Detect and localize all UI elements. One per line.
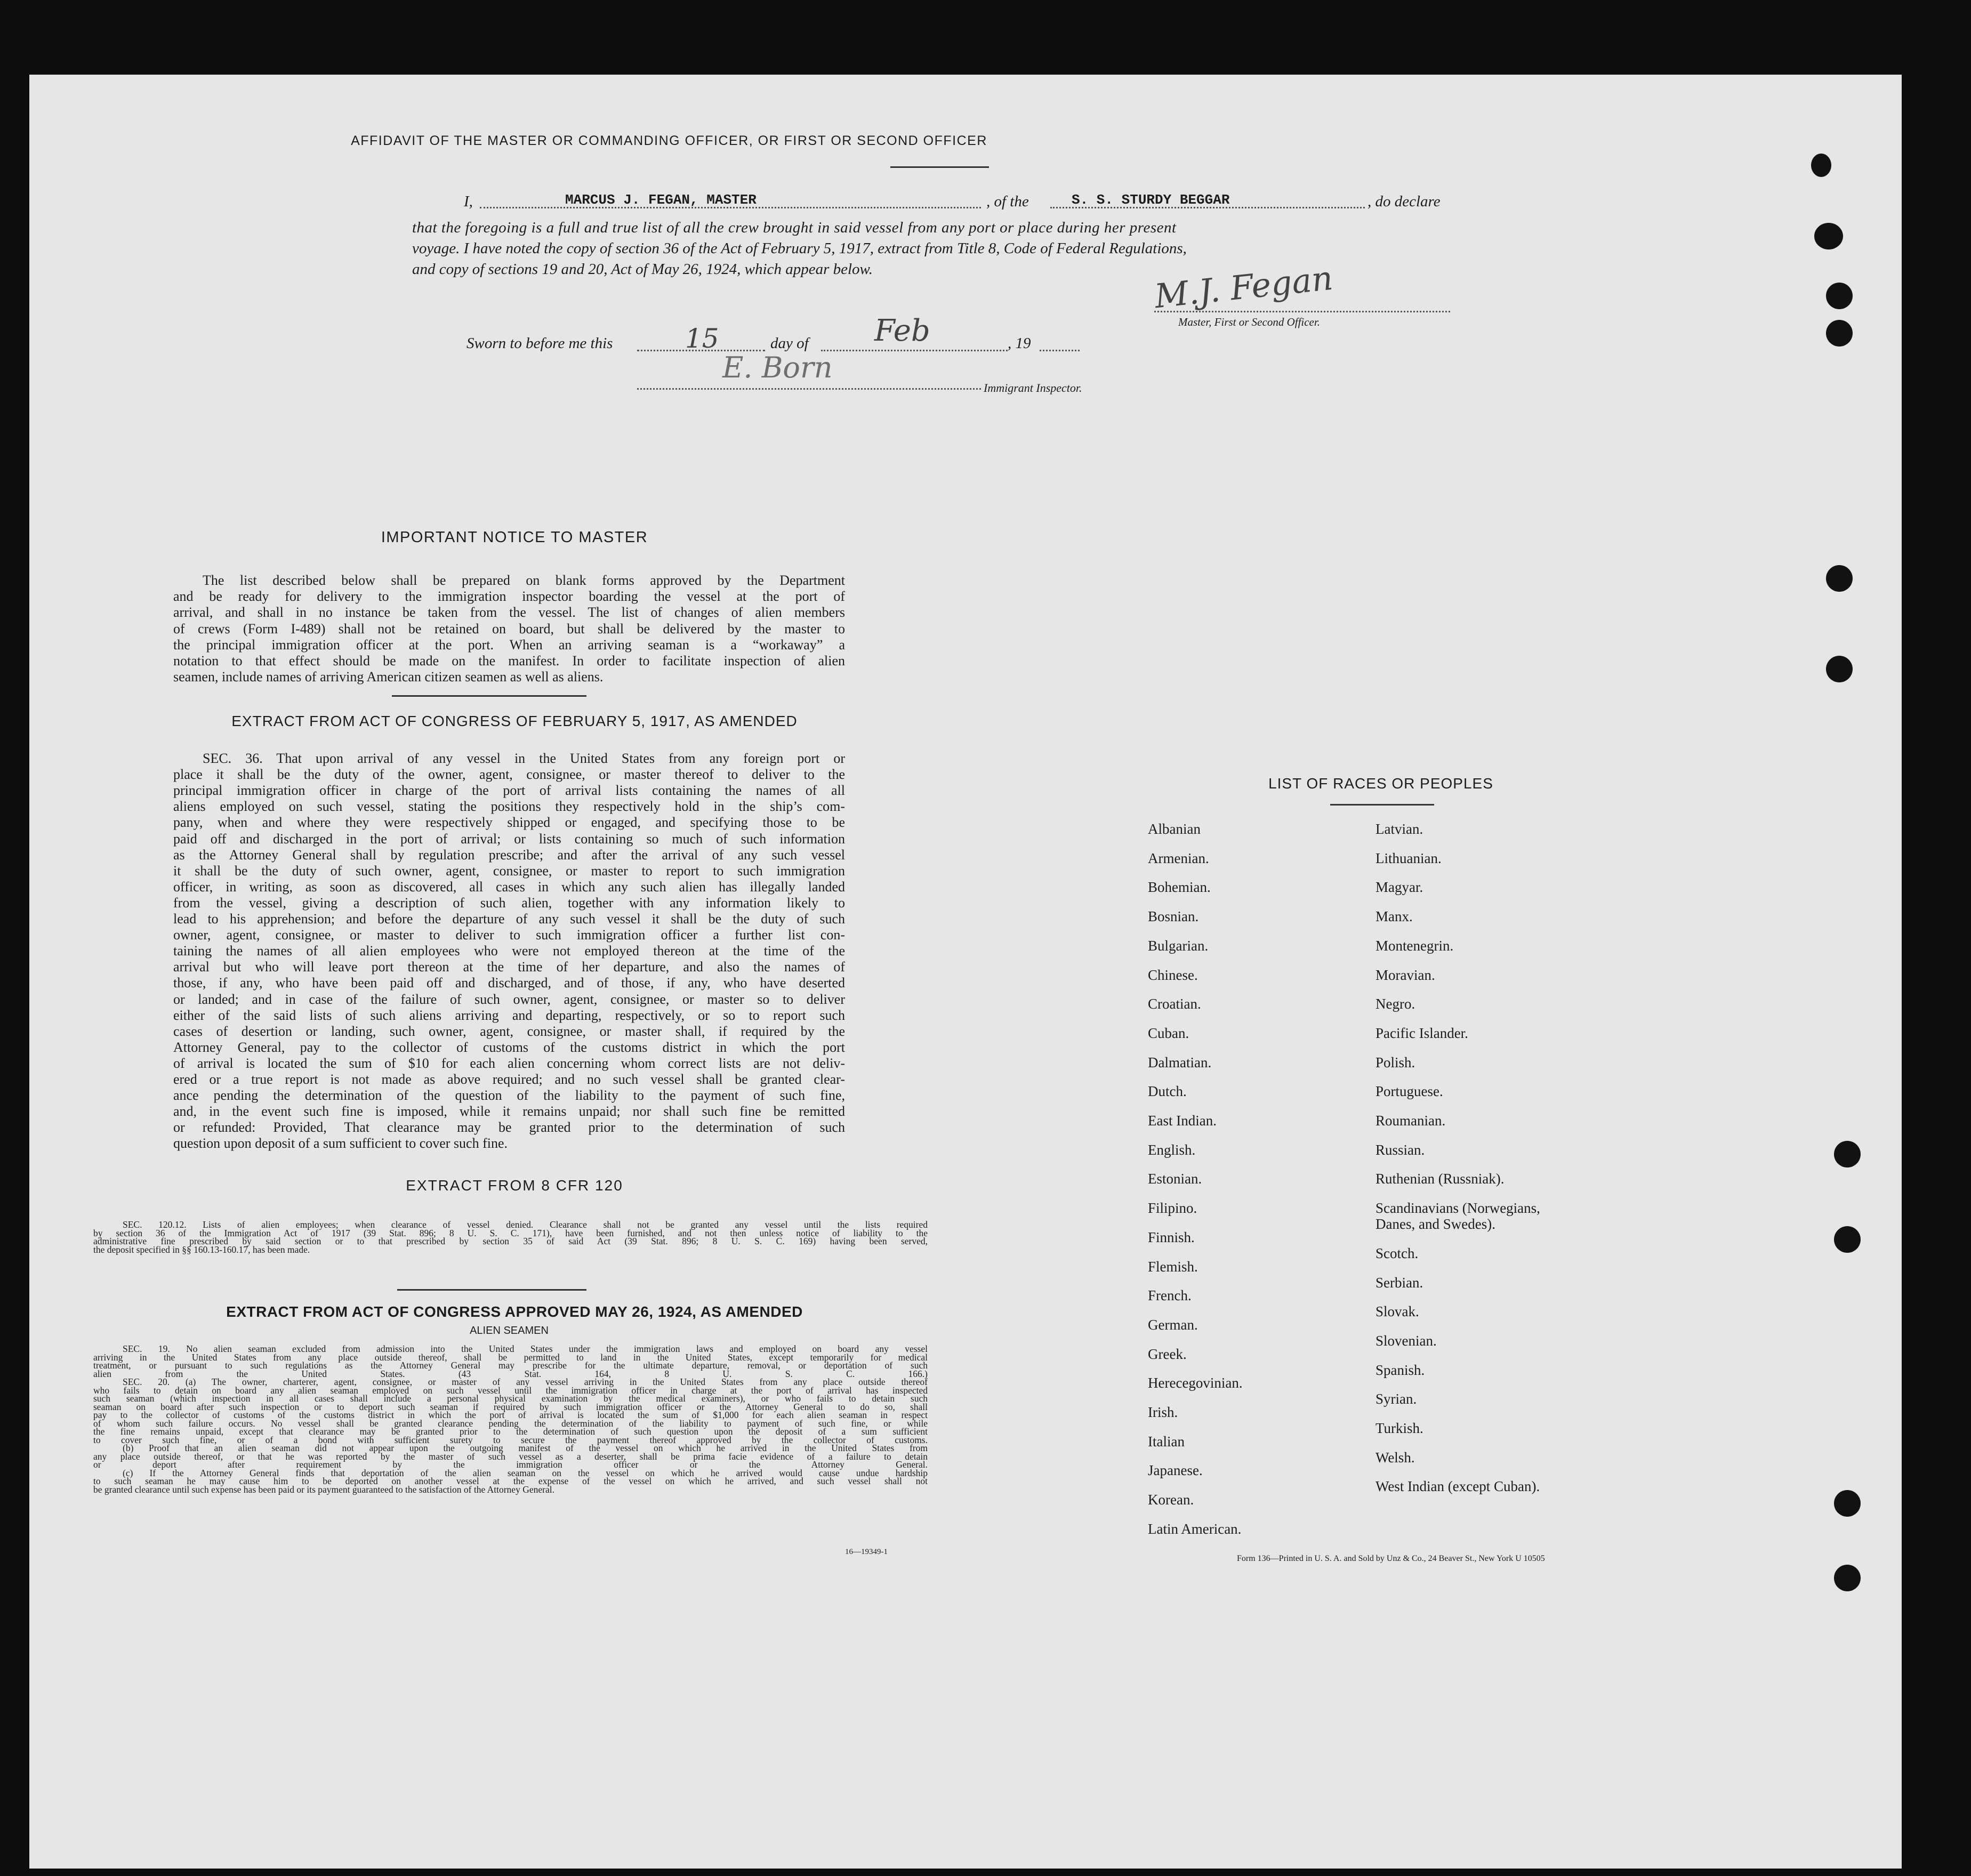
text-line: Attorney General, pay to the collector of customs of the customs district in which the port bbox=[173, 1039, 845, 1055]
sworn-month: Feb bbox=[874, 313, 930, 348]
race-entry: Portuguese. bbox=[1375, 1083, 1443, 1100]
text-line: arrival but who will leave port thereon at the time of her departure, and also the names of bbox=[173, 959, 845, 975]
text-line: SEC. 20. (a) The owner, charterer, agent, consignee, or master of any vessel arriving in the United States from any place outside thereof bbox=[123, 1376, 928, 1387]
race-entry: Montenegrin. bbox=[1375, 937, 1454, 954]
inspector-line bbox=[637, 388, 981, 390]
text-line: those, if any, who have been paid off and discharged, and of those, if any, who have deserted bbox=[173, 975, 845, 991]
races-rule bbox=[1330, 804, 1434, 806]
inspector-signature: E. Born bbox=[722, 351, 833, 384]
text-line: who fails to detain on board any alien seaman employed on such vessel until the immigration officer in charge at the port of arrival has inspected bbox=[93, 1384, 928, 1396]
text-line: the fine remains unpaid, except that clearance may be granted prior to the determination of such question upon the deposit of a sum sufficient bbox=[93, 1426, 928, 1437]
month-line bbox=[821, 350, 1008, 351]
race-entry: Scotch. bbox=[1375, 1245, 1419, 1261]
race-entry: Danes, and Swedes). bbox=[1375, 1216, 1495, 1233]
text-line: notation to that effect should be made on the manifest. In order to facilitate inspection of alien bbox=[173, 653, 845, 669]
text-line: lead to his apprehension; and before the departure of any such vessel it shall be the duty of such bbox=[173, 911, 845, 927]
race-entry: Scandinavians (Norwegians, bbox=[1375, 1200, 1540, 1217]
day-of-text: day of bbox=[770, 335, 809, 352]
binder-hole bbox=[1826, 320, 1853, 347]
race-entry: Irish. bbox=[1148, 1404, 1178, 1420]
year-line bbox=[1040, 350, 1080, 351]
race-entry: Negro. bbox=[1375, 996, 1415, 1012]
text-line: the deposit specified in §§ 160.13-160.17, has been made. bbox=[93, 1244, 310, 1255]
text-line: seamen, include names of arriving American citizen seamen as well as aliens. bbox=[173, 669, 604, 685]
text-line: of crews (Form I-489) shall not be retained on board, but shall be delivered by the master to bbox=[173, 621, 845, 637]
races-title: LIST OF RACES OR PEOPLES bbox=[1268, 775, 1493, 792]
text-line: SEC. 36. That upon arrival of any vessel in the United States from any foreign port or bbox=[203, 751, 845, 766]
race-entry: English. bbox=[1148, 1141, 1196, 1158]
text-line: The list described below shall be prepared on blank forms approved by the Department bbox=[203, 573, 845, 588]
race-entry: Manx. bbox=[1375, 908, 1413, 925]
text-line: SEC. 120.12. Lists of alien employees; when clearance of vessel denied. Clearance shall not be granted any vessel until the lists required bbox=[123, 1219, 928, 1230]
text-line: treatment, or pursuant to such regulations as the Attorney General may prescribe for the ultimate departure, removal, or deportation of such bbox=[93, 1360, 928, 1371]
race-entry: Serbian. bbox=[1375, 1274, 1423, 1291]
race-entry: Dalmatian. bbox=[1148, 1054, 1212, 1070]
text-line: question upon deposit of a sum sufficient to cover such fine. bbox=[173, 1136, 508, 1152]
sworn-text: Sworn to before me this bbox=[466, 335, 613, 352]
binder-hole bbox=[1826, 656, 1853, 682]
form-footer: Form 136—Printed in U. S. A. and Sold by Unz & Co., 24 Beaver St., New York U 10505 bbox=[1237, 1554, 1545, 1563]
binder-hole bbox=[1811, 154, 1831, 177]
text-line: ered or a true report is not made as above required; and no such vessel shall be granted clear- bbox=[173, 1072, 845, 1087]
binder-hole bbox=[1826, 283, 1853, 309]
text-line: or landed; and in case of the failure of such owner, agent, consignee, or master so to deliver bbox=[173, 991, 845, 1007]
text-line: alien from the United States. (43 Stat. 164, 8 U. S. C. 166.) bbox=[93, 1368, 928, 1379]
text-line: any place outside thereof, or that he was reported by the master of such vessel as a deserter, shall be prima facie evidence of a failure to detain bbox=[93, 1451, 928, 1462]
text-line: administrative fine prescribed by said section or to that prescribed by section 35 of said Act (39 Stat. 896; 8 U. S. C. 169) having been served, bbox=[93, 1236, 928, 1246]
race-entry: Moravian. bbox=[1375, 967, 1435, 983]
race-entry: Latvian. bbox=[1375, 821, 1423, 837]
text-line: to cover such fine, or of a bond with sufficient surety to secure the payment thereof approved by the collector of customs. bbox=[93, 1434, 928, 1445]
text-line: cases of desertion or landing, such owner, agent, consignee, or master shall, if required by the bbox=[173, 1023, 845, 1039]
text-line: ance pending the determination of the question of the liability to the payment of such fine, bbox=[173, 1088, 845, 1104]
binder-hole bbox=[1826, 565, 1853, 592]
extract-cfr-title: EXTRACT FROM 8 CFR 120 bbox=[406, 1177, 623, 1194]
master-signature-caption: Master, First or Second Officer. bbox=[1178, 316, 1320, 328]
text-line: owner, agent, consignee, or master to deliver to such immigration officer a further list con- bbox=[173, 927, 845, 943]
race-entry: Slovak. bbox=[1375, 1303, 1419, 1320]
text-line: (b) Proof that an alien seaman did not appear upon the outgoing manifest of the vessel on which he arrived in the United States from bbox=[123, 1443, 928, 1453]
binder-hole bbox=[1834, 1565, 1861, 1591]
text-line: or refunded: Provided, That clearance may be granted prior to the determination of such bbox=[173, 1120, 845, 1136]
race-entry: Cuban. bbox=[1148, 1025, 1189, 1041]
race-entry: Flemish. bbox=[1148, 1258, 1198, 1275]
binder-hole bbox=[1834, 1226, 1861, 1253]
vessel-name: S. S. STURDY BEGGAR bbox=[1072, 192, 1230, 208]
year-text: , 19 bbox=[1008, 335, 1031, 352]
notice-rule bbox=[392, 695, 586, 697]
text-line: aliens employed on such vessel, stating the positions they respectively hold in the ship’s com- bbox=[173, 799, 845, 815]
race-entry: Italian bbox=[1148, 1433, 1185, 1450]
text-line: arrival, and shall in no instance be taken from the vessel. The list of changes of alien members bbox=[173, 605, 845, 621]
race-entry: West Indian (except Cuban). bbox=[1375, 1478, 1540, 1495]
race-entry: Slovenian. bbox=[1375, 1332, 1437, 1349]
text-line: as the Attorney General shall by regulation prescribe; and after the arrival of any such vessel bbox=[173, 847, 845, 863]
race-entry: Korean. bbox=[1148, 1492, 1194, 1508]
text-line: to such seaman he may cause him to be deported on another vessel at the expense of the vessel on which he arrived, and such vessel shall not bbox=[93, 1476, 928, 1486]
race-entry: Armenian. bbox=[1148, 850, 1209, 866]
race-entry: Croatian. bbox=[1148, 996, 1201, 1012]
text-line: of arrival is located the sum of $10 for each alien concerning whom correct lists are not deliv- bbox=[173, 1055, 845, 1071]
pronoun-i: I, bbox=[464, 193, 473, 210]
text-line: or deport after requirement by the immigration officer or the Attorney General. bbox=[93, 1459, 928, 1470]
binder-hole bbox=[1834, 1490, 1861, 1517]
affidavit-body-2: voyage. I have noted the copy of section 36 of the Act of February 5, 1917, extract from Title 8, Code of Federal Regulations, bbox=[412, 240, 1187, 257]
race-entry: Greek. bbox=[1148, 1346, 1187, 1362]
text-line: SEC. 19. No alien seaman excluded from admission into the United States under the immigration laws and employed on board any vessel bbox=[123, 1343, 928, 1354]
text-line: of whom such failure occurs. No vessel shall be granted clearance pending the determination of the liability to payment of such fine, or while bbox=[93, 1418, 928, 1429]
race-entry: Dutch. bbox=[1148, 1083, 1187, 1100]
race-entry: Bohemian. bbox=[1148, 879, 1211, 896]
binder-hole bbox=[1834, 1141, 1861, 1168]
race-entry: East Indian. bbox=[1148, 1113, 1217, 1129]
extract-1924-code: 16—19349-1 bbox=[845, 1548, 888, 1556]
race-entry: Magyar. bbox=[1375, 879, 1423, 896]
inspector-caption: Immigrant Inspector. bbox=[984, 381, 1082, 394]
race-entry: Bulgarian. bbox=[1148, 937, 1209, 954]
affidavit-body-3: and copy of sections 19 and 20, Act of May 26, 1924, which appear below. bbox=[412, 261, 873, 278]
text-line: by section 36 of the Immigration Act of 1917 (39 Stat. 896; 8 U. S. C. 171), have been furnished, and not then unless notice of liability to the bbox=[93, 1227, 928, 1238]
race-entry: Spanish. bbox=[1375, 1362, 1425, 1378]
notice-title: IMPORTANT NOTICE TO MASTER bbox=[381, 529, 648, 546]
text-line: it shall be the duty of such owner, agent, consignee, or master to report to such immigration bbox=[173, 863, 845, 879]
affidavit-body-1: that the foregoing is a full and true list of all the crew brought in said vessel from any port or place during her present bbox=[412, 219, 1177, 236]
text-line: principal immigration officer in charge of the port of arrival lists containing the names of all bbox=[173, 783, 845, 799]
race-entry: Finnish. bbox=[1148, 1229, 1195, 1245]
title-rule bbox=[890, 166, 989, 168]
extract-1924-title: EXTRACT FROM ACT OF CONGRESS APPROVED MAY 26, 1924, AS AMENDED bbox=[226, 1303, 803, 1320]
affidavit-title: AFFIDAVIT OF THE MASTER OR COMMANDING OFFICER, OR FIRST OR SECOND OFFICER bbox=[351, 133, 987, 148]
text-line: (c) If the Attorney General finds that deportation of the alien seaman on the vessel on which he arrived would cause undue hardship bbox=[123, 1467, 928, 1478]
affidavit-line-1 bbox=[464, 193, 1477, 214]
text-line: such seaman (which inspection in all cases shall include a personal physical examination by the medical examiners), or who fails to detain such bbox=[93, 1393, 928, 1404]
text-line: pany, when and where they were respectively shipped or engaged, and specifying those to be bbox=[173, 815, 845, 831]
race-entry: Lithuanian. bbox=[1375, 850, 1442, 866]
race-entry: Albanian bbox=[1148, 821, 1201, 837]
text-line: officer, in writing, as soon as discovered, all cases in which any such alien has illegally landed bbox=[173, 879, 845, 895]
extract-1924-subtitle: ALIEN SEAMEN bbox=[470, 1325, 549, 1336]
race-entry: Polish. bbox=[1375, 1054, 1415, 1070]
sworn-day: 15 bbox=[685, 323, 719, 354]
race-entry: French. bbox=[1148, 1287, 1192, 1304]
master-signature: M.J. Fegan bbox=[1153, 258, 1335, 316]
text-line: and, in the event such fine is imposed, while it remains unpaid; nor shall such fine be remitted bbox=[173, 1104, 845, 1120]
race-entry: Japanese. bbox=[1148, 1462, 1203, 1479]
race-entry: Estonian. bbox=[1148, 1171, 1202, 1187]
master-name: MARCUS J. FEGAN, MASTER bbox=[565, 192, 757, 208]
race-entry: Latin American. bbox=[1148, 1520, 1242, 1537]
text-line: from the vessel, giving a description of such alien, together with any information likely to bbox=[173, 895, 845, 911]
master-signature-line bbox=[1154, 311, 1450, 312]
race-entry: Welsh. bbox=[1375, 1449, 1415, 1466]
text-line: paid off and discharged in the port of arrival; or lists containing so much of such information bbox=[173, 831, 845, 847]
text-line: taining the names of all alien employees who were not employed thereon at the time of the bbox=[173, 943, 845, 959]
race-entry: Pacific Islander. bbox=[1375, 1025, 1468, 1041]
document-page bbox=[29, 75, 1902, 1869]
do-declare-text: , do declare bbox=[1367, 193, 1441, 210]
race-entry: Filipino. bbox=[1148, 1200, 1197, 1217]
of-the-text: , of the bbox=[986, 193, 1029, 210]
text-line: pay to the collector of customs of the customs district in which the port of arrival is located the sum of $1,000 for each alien seaman in respect bbox=[93, 1410, 928, 1420]
race-entry: Roumanian. bbox=[1375, 1113, 1446, 1129]
text-line: arriving in the United States from any place outside thereof, shall be permitted to land in the United States, except temporarily for medical bbox=[93, 1351, 928, 1363]
race-entry: Ruthenian (Russniak). bbox=[1375, 1171, 1505, 1187]
text-line: place it shall be the duty of the owner, agent, consignee, or master thereof to deliver to the bbox=[173, 767, 845, 783]
race-entry: German. bbox=[1148, 1316, 1198, 1333]
race-entry: Syrian. bbox=[1375, 1391, 1417, 1407]
text-line: seaman on board after such inspection or to deport such seaman if required by such immigration officer or the Attorney General to do so, shall bbox=[93, 1401, 928, 1412]
race-entry: Bosnian. bbox=[1148, 908, 1199, 925]
extract-1917-title: EXTRACT FROM ACT OF CONGRESS OF FEBRUARY 5, 1917, AS AMENDED bbox=[231, 713, 798, 729]
text-line: either of the said lists of such aliens arriving and departing, respectively, or so to report such bbox=[173, 1007, 845, 1023]
text-line: be granted clearance until such expense has been paid or its payment guaranteed to the satisfaction of the Attorney General. bbox=[93, 1484, 554, 1495]
race-entry: Russian. bbox=[1375, 1141, 1425, 1158]
race-entry: Turkish. bbox=[1375, 1420, 1423, 1436]
race-entry: Herecegovinian. bbox=[1148, 1375, 1243, 1391]
race-entry: Chinese. bbox=[1148, 967, 1198, 983]
text-line: the principal immigration officer at the port. When an arriving seaman is a “workaway” a bbox=[173, 637, 845, 653]
binder-hole bbox=[1814, 223, 1843, 249]
text-line: and be ready for delivery to the immigration inspector boarding the vessel at the port of bbox=[173, 589, 845, 605]
cfr-rule bbox=[397, 1289, 586, 1291]
